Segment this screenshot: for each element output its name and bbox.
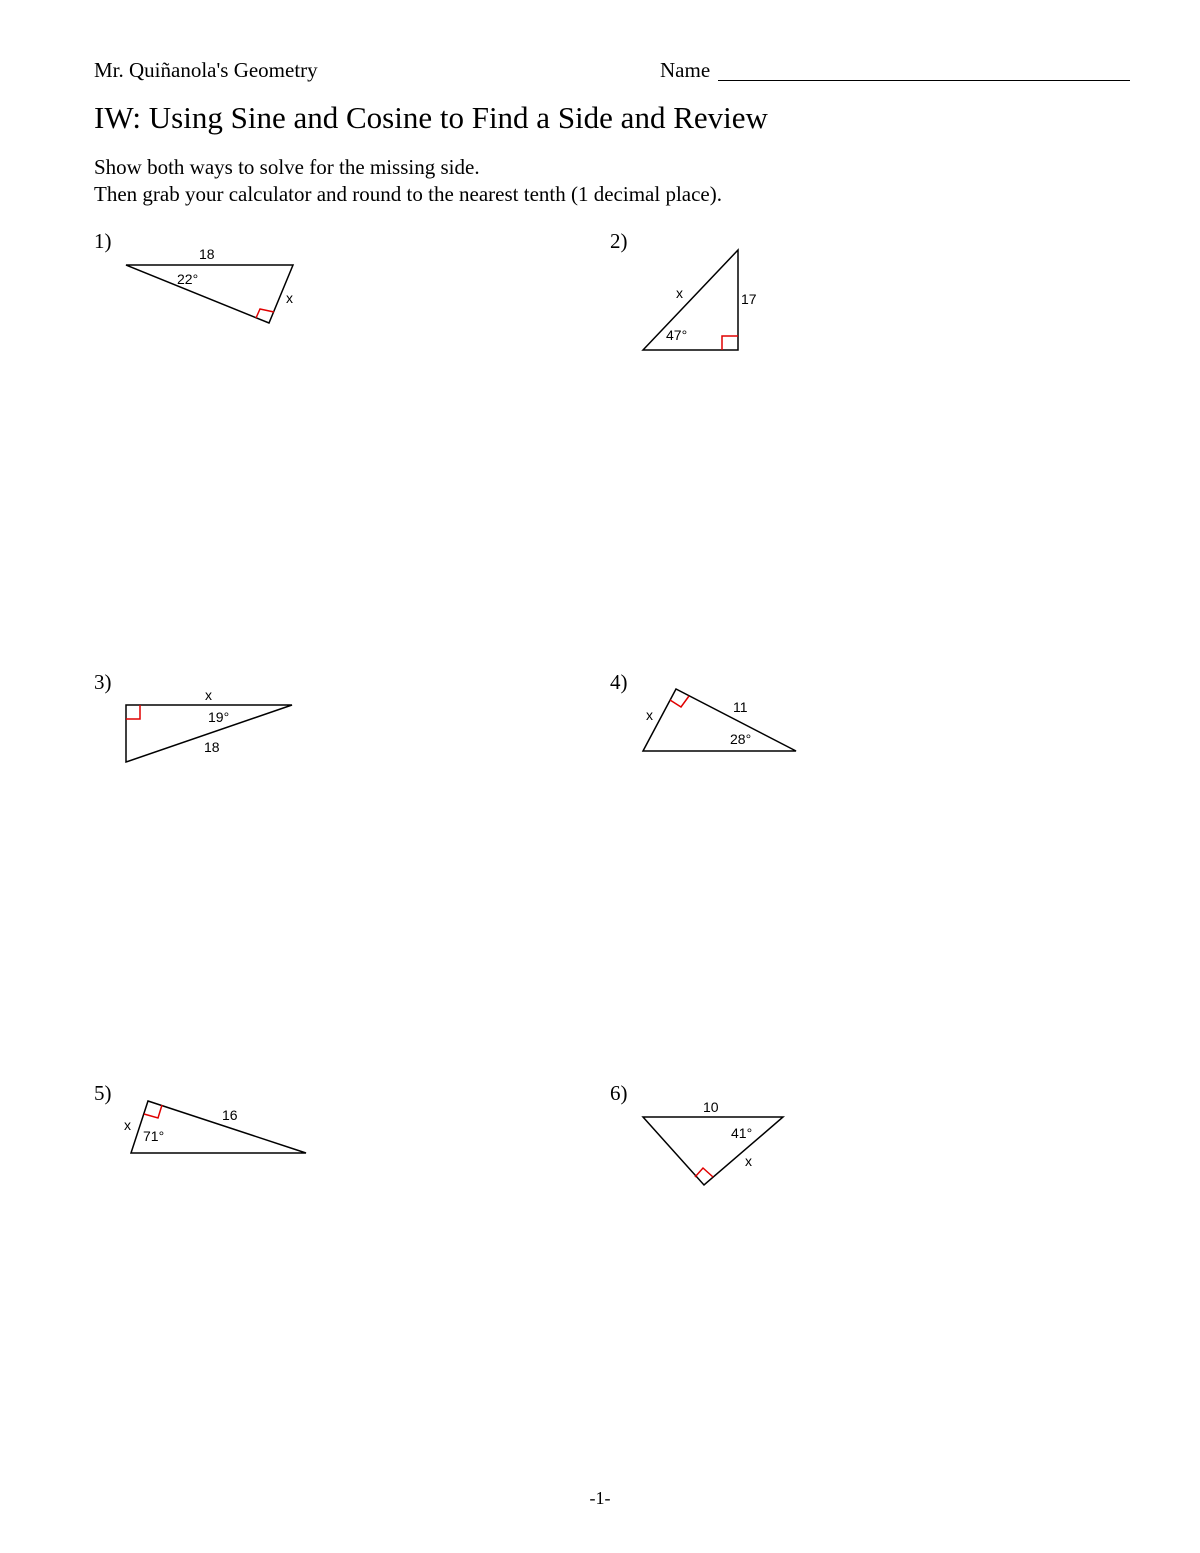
worksheet-title: IW: Using Sine and Cosine to Find a Side and Review: [94, 100, 768, 135]
p3-label-hyp: 18: [204, 739, 220, 755]
p6-label-hyp: 10: [703, 1099, 719, 1115]
page-number: -1-: [589, 1488, 611, 1508]
p1-label-hyp: 18: [199, 246, 215, 262]
instruction-line-2: Then grab your calculator and round to the nearest tenth (1 decimal place).: [94, 182, 722, 206]
problem-number-3: 3): [94, 670, 112, 694]
p3-label-x: x: [205, 687, 212, 703]
p2-label-angle: 47°: [666, 327, 688, 343]
p4-label-x: x: [646, 707, 653, 723]
problem-number-4: 4): [610, 670, 628, 694]
right-angle-marker-4: [670, 696, 689, 707]
p6-label-x: x: [745, 1153, 752, 1169]
p4-label-side: 11: [733, 699, 748, 715]
problem-number-2: 2): [610, 229, 628, 253]
p2-label-side: 17: [741, 291, 757, 307]
triangle-1: [126, 265, 293, 323]
p5-label-angle: 71°: [143, 1128, 165, 1144]
name-label: Name: [660, 58, 711, 82]
p5-label-side: 16: [222, 1107, 238, 1123]
right-angle-marker-2: [722, 336, 738, 350]
p1-label-angle: 22°: [177, 271, 199, 287]
teacher-course-label: Mr. Quiñanola's Geometry: [94, 58, 318, 82]
right-angle-marker-6: [695, 1168, 713, 1177]
p1-label-x: x: [286, 290, 293, 306]
right-angle-marker-3: [126, 705, 140, 719]
p3-label-angle: 19°: [208, 709, 230, 725]
p2-label-x: x: [676, 285, 683, 301]
instruction-line-1: Show both ways to solve for the missing side.: [94, 155, 480, 179]
problem-number-1: 1): [94, 229, 112, 253]
p6-label-angle: 41°: [731, 1125, 753, 1141]
triangle-2: [643, 250, 738, 350]
problem-number-6: 6): [610, 1081, 628, 1105]
triangle-5: [131, 1101, 306, 1153]
p4-label-angle: 28°: [730, 731, 752, 747]
p5-label-x: x: [124, 1117, 131, 1133]
triangle-6: [643, 1117, 783, 1185]
problem-number-5: 5): [94, 1081, 112, 1105]
triangle-4: [643, 689, 796, 751]
